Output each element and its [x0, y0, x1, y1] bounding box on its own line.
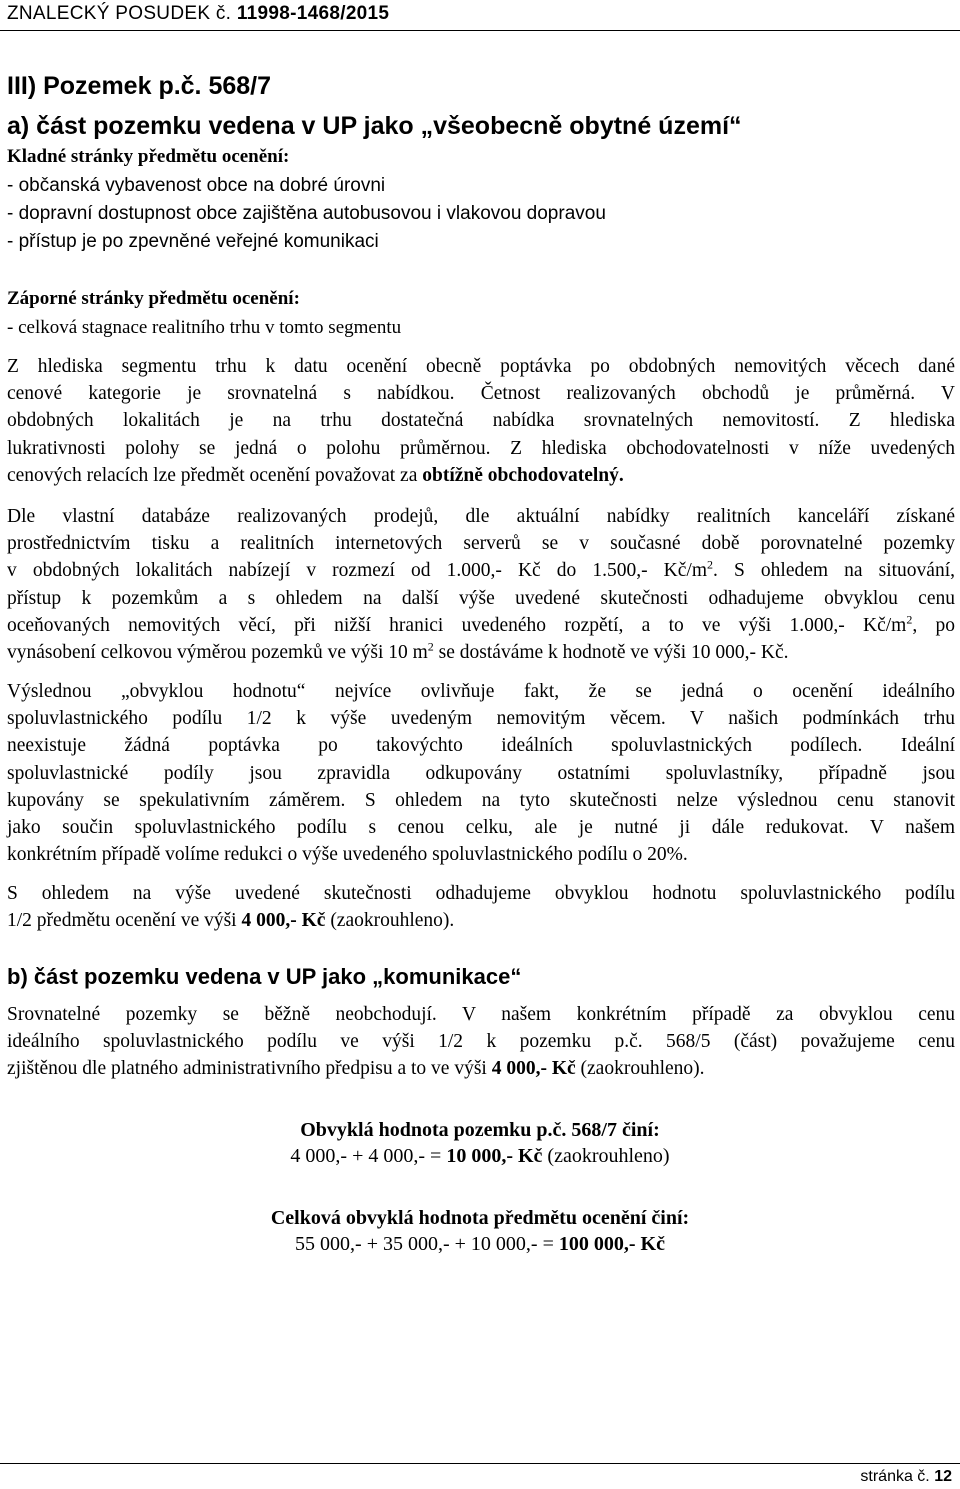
paragraph-line: ideálního spoluvlastnického podílu ve výši 1/2 k pozemku p.č. 568/5 (část) považujeme cenu — [7, 1031, 955, 1053]
paragraph-line: v obdobných lokalitách nabízejí v rozmezí od 1.000,- Kč do 1.500,- $Kč/m^2$. S ohledem na situování, — [7, 557, 955, 582]
paragraph-line: lukrativnosti polohy se jedná o polohu průměrnou. Z hlediska obchodovatelnosti v níže uvedených — [7, 437, 955, 459]
paragraph-line: Dle vlastní databáze realizovaných prodejů, dle aktuální nabídky realitních kanceláří získané — [7, 506, 955, 527]
paragraph-line: cenové kategorie je srovnatelná s nabídkou. Četnost realizovaných obchodů je průměrná. V — [7, 383, 955, 405]
paragraph-share — [7, 678, 955, 868]
part-b-title: b) část pozemku vedena v UP jako „komunikace“ — [7, 964, 522, 989]
positives-label: Kladné stránky předmětu ocenění: — [7, 146, 290, 167]
paragraph-line: přístup k pozemkům a s ohledem na další výše uvedené skutečnosti odhadujeme obvyklou cenu — [7, 587, 955, 609]
paragraph-line: spoluvlastnického podílu 1/2 k výše uvedeným nemovitým věcem. V našich podmínkách trhu — [7, 708, 955, 730]
paragraph-line: oceňovaných nemovitých věcí, při nižší hranici uvedeného rozpětí, a to ve výši 1.000,- $Kč/m^2$, po — [7, 612, 955, 636]
emphasis: 4 000,- Kč — [241, 910, 326, 932]
paragraph-line: cenových relacích lze předmět ocenění považovat za obtížně obchodovatelný. — [7, 464, 624, 486]
paragraph-line: konkrétním případě volíme redukci o výše uvedeného spoluvlastnického podílu o 20%. — [7, 844, 688, 866]
paragraph-line: obdobných lokalitách je na trhu dostatečná nabídka srovnatelných nemovitostí. Z hlediska — [7, 410, 955, 432]
emphasis: 4 000,- Kč — [491, 1058, 576, 1080]
paragraph-line: Srovnatelné pozemky se běžně neobchodují. V našem konkrétním případě za obvyklou cenu — [7, 1004, 955, 1025]
footer-divider — [0, 1463, 960, 1464]
summary-value-calc: 4 000,- + 4 000,- = 10 000,- Kč (zaokrouhleno) — [290, 1145, 670, 1167]
paragraph-estimate — [7, 880, 955, 934]
paragraph-pricing — [7, 503, 955, 666]
paragraph-market — [7, 353, 955, 489]
paragraph-line: prostřednictvím tisku a realitních internetových serverů se v současné době porovnatelné pozemky — [7, 533, 955, 555]
paragraph-line: zjištěnou dle platného administrativního předpisu a to ve výši 4 000,- Kč (zaokrouhleno). — [7, 1058, 705, 1080]
paragraph-line: spoluvlastnické podíly jsou zpravidla odkupovány ostatními spoluvlastníky, případně jsou — [7, 762, 955, 784]
paragraph-road — [7, 1001, 955, 1083]
footer-label: stránka č. — [860, 1468, 930, 1485]
paragraph-line: vynásobení celkovou výměrou pozemků ve výši 10 $m^2$ se dostáváme k hodnotě ve výši 10 000,- Kč. — [7, 639, 789, 663]
paragraph-line: Výslednou „obvyklou hodnotu“ nejvíce ovlivňuje fakt, že se jedná o ocenění ideálního — [7, 681, 955, 702]
page-header — [7, 3, 389, 25]
negative-item: - celková stagnace realitního trhu v tomto segmentu — [7, 317, 402, 338]
part-a-title: a) část pozemku vedena v UP jako „všeobecně obytné území“ — [7, 112, 742, 140]
paragraph-line: kupovány se spekulativním záměrem. S ohledem na tyto skutečnosti nelze výslednou cenu stanovit — [7, 789, 955, 811]
total-value-label: Celková obvyklá hodnota předmětu ocenění činí: — [270, 1207, 690, 1229]
paragraph-line: neexistuje žádná poptávka po takovýchto ideálních spoluvlastnických podílech. Ideální — [7, 735, 955, 757]
header-divider — [0, 30, 960, 31]
header-number: 11998-1468/2015 — [236, 3, 390, 24]
negatives-label: Záporné stránky předmětu ocenění: — [7, 288, 300, 309]
positive-item: - přístup je po zpevněné veřejné komunikaci — [7, 231, 379, 252]
paragraph-line: jako součin spoluvlastnického podílu s cenou celku, ale je nutné ji dále redukovat. V našem — [7, 816, 955, 838]
header-prefix: ZNALECKÝ POSUDEK č. — [7, 3, 232, 24]
positive-item: - občanská vybavenost obce na dobré úrovni — [7, 175, 386, 196]
total-value-calc: 55 000,- + 35 000,- + 10 000,- = 100 000,- Kč — [295, 1233, 665, 1255]
emphasis: obtížně obchodovatelný. — [422, 464, 624, 486]
paragraph-line: 1/2 předmětu ocenění ve výši 4 000,- Kč (zaokrouhleno). — [7, 910, 455, 932]
paragraph-line: S ohledem na výše uvedené skutečnosti odhadujeme obvyklou hodnotu spoluvlastnického podílu — [7, 883, 955, 904]
summary-value-label: Obvyklá hodnota pozemku p.č. 568/7 činí: — [300, 1119, 660, 1141]
section-title: III) Pozemek p.č. 568/7 — [7, 72, 272, 100]
positive-item: - dopravní dostupnost obce zajištěna autobusovou i vlakovou dopravou — [7, 203, 606, 224]
page-footer — [860, 1468, 952, 1486]
page-number: 12 — [934, 1468, 952, 1485]
paragraph-line: Z hlediska segmentu trhu k datu ocenění obecně poptávka po obdobných nemovitých věcech dané — [7, 356, 955, 377]
